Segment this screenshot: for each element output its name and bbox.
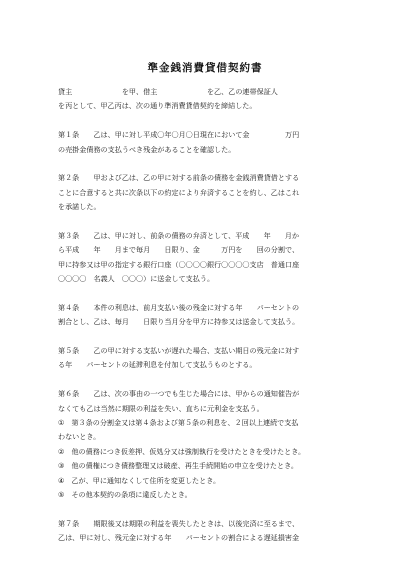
text-line: を丙として、甲乙丙は、次の通り準消費貸借契約を締結した。 — [58, 101, 257, 111]
text-line: 第３条 乙は、甲に対し、前条の債務の弁済として、平成 年 月か — [58, 230, 300, 240]
text-line: 甲に持参又は甲の指定する銀行口座（〇〇〇〇銀行〇〇〇〇支店 普通口座 — [58, 259, 300, 269]
text-line: 第１条 乙は、甲に対し平成〇年〇月〇日現在において金 万円 — [58, 130, 300, 140]
text-line: ⑤ その他本契約の条項に違反したとき。 — [58, 489, 192, 499]
text-line: 第４条 本件の利息は、前月支払い後の残金に対する年 パーセントの — [58, 302, 300, 312]
text-line: 第２条 甲および乙は、乙の甲に対する前条の債務を金銭消費貸借とする — [58, 173, 300, 183]
text-line: 第６条 乙は、次の事由の一つでも生じた場合には、甲からの通知催告が — [58, 389, 300, 399]
text-line: なくても乙は当然に期限の利益を失い、直ちに元利金を支払う。 — [58, 403, 264, 413]
text-line: 第５条 乙の甲に対する支払いが遅れた場合、支払い期日の残元金に対す — [58, 346, 300, 356]
document-body — [58, 85, 354, 560]
text-line: 乙は、甲に対し、残元金に対する年 パーセントの割合による遅延損害金 — [58, 533, 300, 543]
text-line: 第７条 期限後又は期限の利益を喪失したときは、以後完済に至るまで、 — [58, 518, 300, 528]
text-line: る年 パーセントの延滞利息を付加して支払うものとする。 — [58, 360, 257, 370]
text-line: ことに合意すると共に次条以下の約定により弁済することを約し、乙はこれ — [58, 187, 300, 197]
paragraph-article-3 — [58, 229, 354, 287]
text-line: ④ 乙が、甲に通知なくして住所を変更したとき。 — [58, 475, 221, 485]
text-line: 割合とし、乙は、毎月 日限り当月分を甲方に持参又は送金して支払う。 — [58, 317, 300, 327]
text-line: の売掛金債務の支払うべき残金があることを確認した。 — [58, 144, 236, 154]
paragraph-article-4 — [58, 301, 354, 330]
text-line: ③ 他の債権につき債務整理又は破産、再生手続開始の申立を受けたとき。 — [58, 461, 299, 471]
text-line: ② 他の債務につき仮差押、仮処分又は強制執行を受けたときを受けたとき。 — [58, 446, 306, 456]
text-line: ら平成 年 月まで毎月 日限り、金 万円を 回の分割で、 — [58, 245, 300, 255]
document-title: 準金銭消費貸借契約書 — [147, 62, 263, 74]
paragraph-preamble — [58, 85, 354, 114]
paragraph-article-6 — [58, 387, 354, 502]
text-line: 貸主 を甲、借主 を乙、乙の連帯保証人 — [58, 87, 278, 96]
paragraph-article-1 — [58, 128, 354, 157]
text-line: を承諾した。 — [58, 202, 101, 212]
paragraph-article-2 — [58, 171, 354, 214]
paragraph-article-5 — [58, 344, 354, 373]
text-line: わないとき。 — [58, 432, 101, 442]
paragraph-article-7 — [58, 517, 354, 546]
text-line: ① 第３条の分割金又は第４条および第５条の利息を、２回以上連続で支払 — [58, 417, 299, 427]
text-line: 〇〇〇〇 名義人 〇〇〇）に送金して支払う。 — [58, 274, 215, 284]
